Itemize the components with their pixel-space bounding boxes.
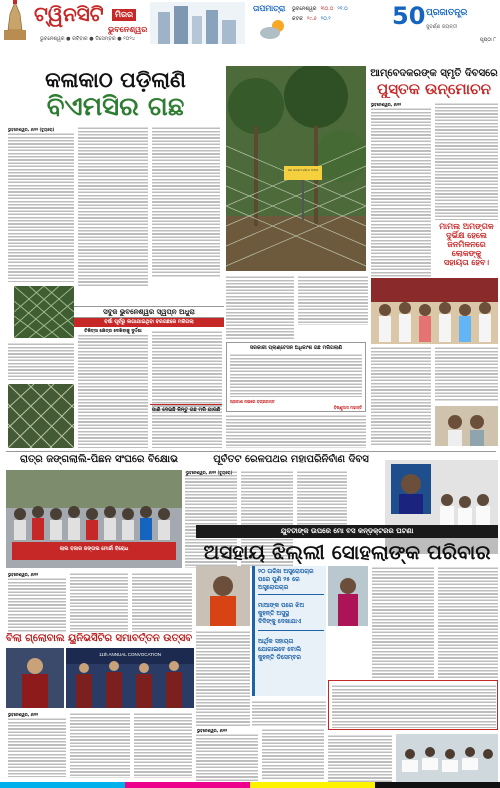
university-col-3 [134, 712, 192, 778]
sports-notice-text [332, 684, 496, 728]
sports-bar [196, 525, 498, 538]
info-line-2: ପରେ ପୁଣି ୨୫ ରେ [258, 576, 300, 583]
info-line-4: ମାଆଙ୍କ ପରେ ଝିଅ [258, 602, 305, 609]
brand-sub: ସୁବର୍ଣ୍ଣ ଜୟନ୍ତୀ [426, 24, 458, 30]
convocation-stage-text: 11th ANNUAL CONVOCATION [99, 652, 161, 657]
center-box-kicker: ପ୍ରକାଶ ନଇରେ ବଜ୍ରକାନ୍ତ [230, 399, 275, 404]
center-col-1 [226, 275, 294, 340]
convocation-photo [66, 648, 194, 708]
lead-caption: ଚିକିତ୍ସା କ୍ଷେତ୍ର ଦେଖିବାକୁ ଦୁର୍ଦ୍ଦଶା [78, 328, 148, 334]
temple-illustration [0, 0, 30, 44]
sports-col-3 [438, 566, 498, 678]
info-line-3: ଅସ୍ତ୍ରୋପଚାର [258, 584, 289, 591]
info-line-1: ୨୦ ତାରିଖ ଅସ୍ତ୍ରୋପଚାର [258, 568, 314, 575]
lead-byline: ଭୁବନେଶ୍ୱର, ୬ା୧୨ (ବ୍ୟୁରୋ) [8, 127, 55, 132]
sports-info-box [252, 566, 326, 696]
protest-sign-photo [396, 734, 498, 784]
lead-col-1 [8, 132, 74, 282]
book-col-1 [371, 107, 431, 277]
center-box [226, 342, 366, 412]
left-mid-col-3 [132, 572, 192, 632]
weather-label: ତାପମାତ୍ରା [253, 4, 286, 13]
brand-number: 50 [392, 2, 426, 30]
girl-photo [196, 566, 250, 626]
book-small-photo [435, 406, 498, 446]
weather-table [292, 6, 362, 22]
masthead-badge: ମିରର [112, 9, 136, 21]
city-skyline [150, 2, 245, 44]
bottom-mid-col-2 [262, 728, 324, 781]
university-headline: ବିଲା ଗ୍ଲୋବାଲ ୟୁନିଭର୍ସିଟିର ସମାବର୍ତ୍ତନ ଉତ୍ସବ [6, 633, 192, 644]
registration-marks [0, 782, 500, 788]
info-divider-1 [258, 594, 324, 595]
masthead [0, 0, 500, 45]
book-lower-col-2 [435, 346, 498, 402]
masthead-city: ଭୁବନେଶ୍ୱର [108, 25, 148, 34]
brand-logo [392, 2, 498, 36]
lead-quote-box [150, 404, 222, 448]
reg-cyan [0, 782, 125, 788]
info-line-5: କୁହନ୍ତି ଅସୁସ୍ଥ [258, 610, 289, 617]
sports-col-1 [196, 630, 250, 726]
strip-right-headline: ପୂର୍ବତଟ ରେଳପଥର ମହାପରିନିର୍ବାଣ ଦିବସ [213, 454, 369, 465]
page-number: ପୃଷ୍ଠା ୮ [479, 37, 496, 43]
masthead-title: ଟ୍ୱିନସିଟି [34, 2, 104, 26]
weather-city-2: କଟକ [292, 16, 303, 22]
pull-quote-line-5: ସହାୟତା ହେବ। [443, 258, 490, 267]
reg-black [375, 782, 500, 788]
lead-sub-kicker: ବର୍ଷା ପୂର୍ବରୁ ଲଗାଯାଇଥିବା ବରଗଛରେ ମରିଗଲା [74, 318, 224, 327]
sports-lower-col [328, 734, 392, 782]
lead-fence-photo-small [14, 286, 74, 338]
lead-headline-1: କଳାକାଠ ପଡ଼ିଲାଣି [45, 68, 186, 92]
brand-name: ପ୍ରଜାତନ୍ତ୍ର [426, 8, 468, 18]
weather-lo-1: ୨୧.୦ [337, 6, 348, 12]
university-col-1 [8, 717, 66, 777]
book-byline: ଭୁବନେଶ୍ୱର, ୬ା୧୨ [371, 102, 402, 107]
book-launch-photo [371, 278, 498, 344]
book-headline-2: ପୁସ୍ତକ ଉନ୍ମୋଚନ [377, 80, 491, 98]
protest-photo [6, 470, 182, 568]
info-line-9: କୁହନ୍ତି ଡିସେମ୍ବର [258, 654, 301, 661]
lead-fence-photo-large [8, 384, 74, 448]
protest-banner-text: ଲାଲ ବଜାର ଜଙ୍ଗଲ ମୋର୍ଚ୍ଚା ବିରୋଧ [59, 546, 129, 552]
info-line-6: ଦିଦିଙ୍କୁ ଦେଖାଯାଏ [258, 618, 302, 625]
book-col-2 [435, 102, 498, 220]
university-byline: ଭୁବନେଶ୍ୱର, ୬ା୧୨ [8, 712, 39, 717]
sports-byline: ଭୁବନେଶ୍ୱର, ୬ା୧୨ [197, 728, 228, 733]
weather-lo-2: ୨୦.୨ [320, 16, 331, 22]
center-box-text [230, 353, 362, 397]
center-col-2 [298, 275, 368, 325]
pull-quote-line-1: ମାମଲ ଅମଙ୍ଗଳ [439, 222, 494, 231]
pull-quote-line-2: ଦୁର୍ଭିକ୍ଷ ହେଲେ [446, 231, 487, 240]
sports-col-2 [372, 566, 434, 678]
strip-left-headline: ରାତ୍ର ଜଙ୍ଗଲାଲି-ପିଛନ ସଂଘରେ ବିକ୍ଷୋଭ [20, 454, 178, 465]
weather-hi-2: ୨୯.୬ [306, 16, 317, 22]
lead-headline-2: ବିଏମସିର ଗଛ [46, 92, 185, 122]
mother-photo [328, 566, 368, 626]
left-mid-col-1 [8, 577, 66, 632]
lead-lower-col-1 [78, 330, 148, 448]
lead-quote-title: ପାଣି ଦେଇଛି କିନ୍ତୁ ଗଛ ମରି ଯାଉଛି [151, 407, 221, 413]
strip-right-byline: ଭୁବନେଶ୍ୱର, ୬ା୧୨ (ବ୍ୟୁରୋ) [186, 470, 233, 475]
center-box-signoff: ବିଷ୍ଣୁଦାସ ମହାନ୍ତି [333, 405, 362, 410]
sports-headline: ଅସହାୟ ଝିଲ୍ଲୀ ସୋହଲାଙ୍କ ପରିବାର [203, 540, 491, 564]
lead-col-2 [78, 126, 148, 286]
trees-photo [226, 66, 366, 271]
strip-mid-col-3 [297, 470, 347, 526]
sports-notice-box [328, 680, 498, 730]
pull-quote-line-3: ଜନମିଳନରେ [447, 240, 486, 249]
info-divider-2 [258, 630, 324, 631]
book-pull-quote [435, 222, 498, 272]
masthead-date: ଭୁବନେଶ୍ୱର ● ରବିବାର ● ଡିସେମ୍ବର ● ୨୦୨୪ [40, 36, 135, 42]
photo-sign-text: ଗଛ ଲଗାଅ ଜୀବନ ବଞ୍ଚାଅ [287, 168, 319, 172]
center-lower-col [226, 414, 366, 448]
info-line-7: ଆର୍ଥିକ ସହାୟତା [258, 638, 294, 645]
weather-hi-1: ୩୦.୦ [320, 6, 334, 12]
left-mid-byline: ଭୁବନେଶ୍ୱର, ୬ା୧୨ [8, 572, 39, 577]
sports-col-4 [252, 700, 326, 726]
reg-magenta [125, 782, 250, 788]
weather-city-1: ଭୁବନେଶ୍ୱର [292, 6, 317, 12]
book-headline-1: ଆମ୍ବେଦକରଙ୍କ ସ୍ମୃତି ଦିବସରେ [370, 68, 498, 79]
graduate-photo [6, 648, 64, 708]
university-col-2 [70, 712, 130, 778]
cloud-sun-icon [258, 18, 288, 40]
left-mid-col-2 [70, 572, 128, 632]
info-line-8: ଯୋଗାଇବେ ବୋଲି [258, 646, 302, 653]
book-lower-col-1 [371, 346, 431, 446]
pull-quote-line-4: ଲୋକଙ୍କୁ [451, 249, 482, 258]
center-box-title: ସରକାରୀ ପ୍ଲାଣ୍ଟେସନ ଅଧିକାଂଶ ଗଛ ମରିଗଲାଣି [249, 345, 343, 351]
lead-col-3 [152, 126, 220, 278]
bottom-mid-col-1 [196, 733, 258, 781]
reg-yellow [250, 782, 375, 788]
strip-divider [6, 451, 496, 452]
lead-lower-col-0 [8, 342, 74, 380]
lead-sub-bar: ସବୁଜ ଭୁବନେଶ୍ୱର ସ୍ୱପ୍ନ ଅଧୁରା [74, 306, 224, 318]
sports-bar-title: ଯୁବତୀଙ୍କ ଉପରେ ମୋ ବସ କନ୍ଡ଼କ୍ଟରର ଘଟଣା [280, 527, 414, 535]
